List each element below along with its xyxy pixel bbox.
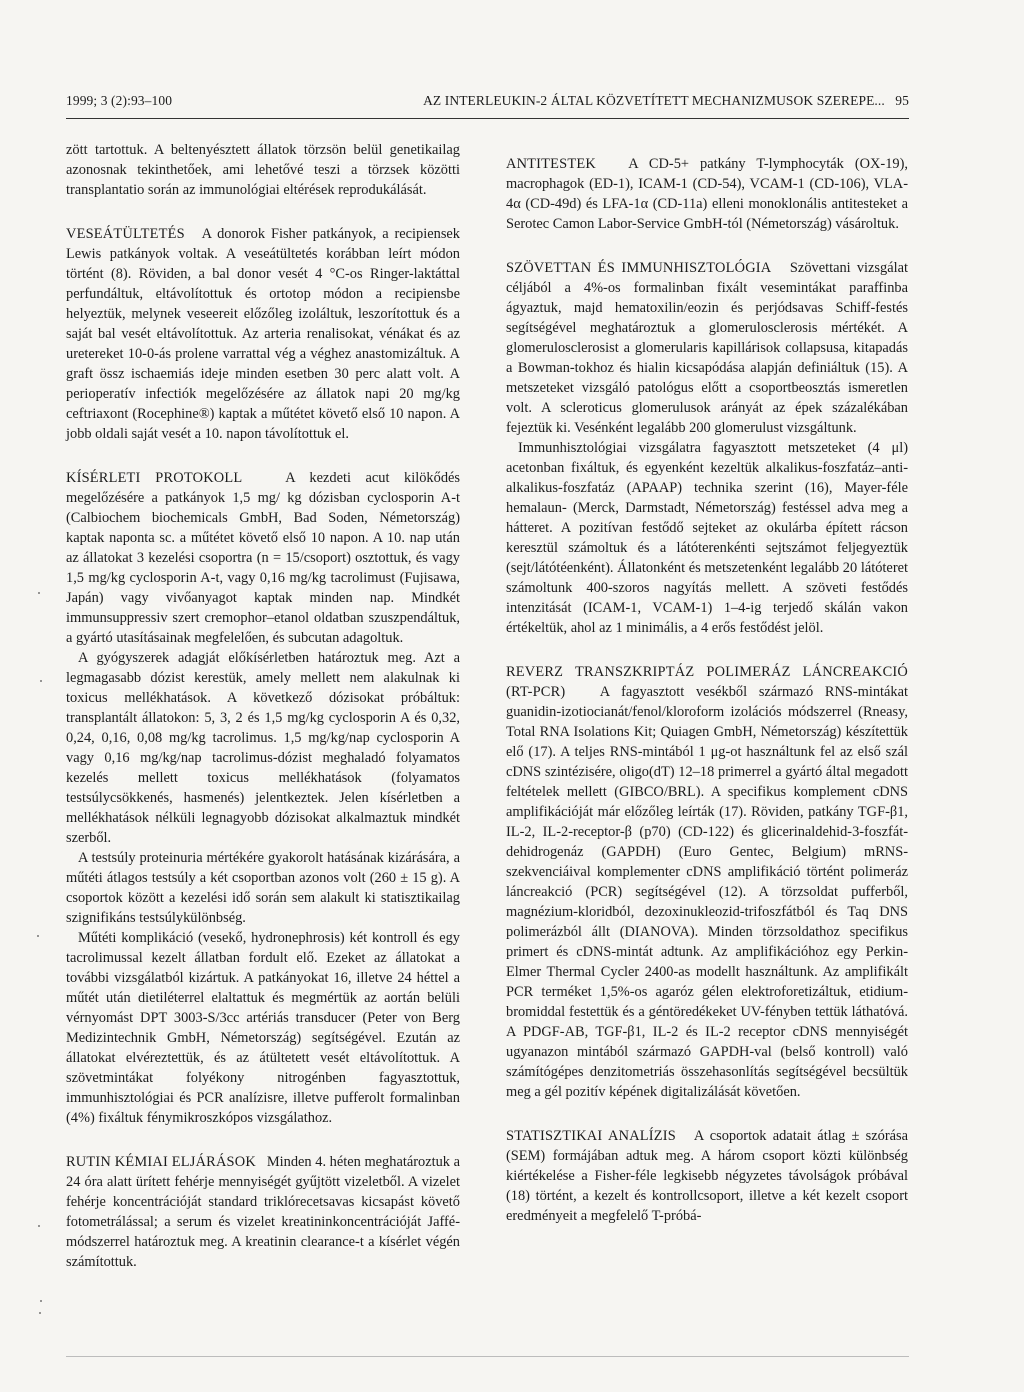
running-title: AZ INTERLEUKIN-2 ÁLTAL KÖZVETÍTETT MECHANIZMUSOK SZEREPE... <box>423 93 885 108</box>
section-title: STATISZTIKAI ANALÍZIS <box>506 1128 676 1144</box>
paragraph: A testsúly proteinuria mértékére gyakorolt hatásának kizárására, a műtéti átlagos testsúly a két csoportban azonos volt (260 ± 15 g). A csoportok között a kezelési idő során sem alakult ki statisztikailag szignifikáns testsúlykülönbség. <box>66 850 460 926</box>
scan-edge-rule <box>66 1356 909 1357</box>
scan-speck <box>39 1312 41 1314</box>
section-text: A kezdeti acut kilökődés megelőzésére a patkányok 1,5 mg/ kg dózisban cyclosporin A-t (Calbiochem biochemicals GmbH, Bad Soden, Németország) kaptak naponta sc. a műtétet követő első 10 napon. A 10. nap után az állatokat 3 kezelési csoportra (n = 15/csoport) osztottuk, és vagy 1,5 mg/kg cyclosporin A-t, vagy 0,16 mg/kg tacrolimust (Fujisawa, Japán) vagy vivőanyagot kaptak minden nap. Mindkét immunsuppressiv szert cremophor–etanol oldatban szuszpendáltuk, a gyártó utasításainak megfelelően, és subcutan adagoltuk. <box>66 470 461 646</box>
section-text: Minden 4. héten meghatároztuk a 24 óra alatt ürített fehérje mennyiségét gyűjtött vizeletből. A vizelet fehérje koncentrációját standard triklórecetsavas kicsapást követő fotometrálással; a serum és vizelet kreatininkoncentrációját Jaffé-módszerrel határoztuk meg. A kreatinin clearance-t a kísérlet végén számítottuk. <box>66 1154 461 1270</box>
scan-speck <box>40 680 42 682</box>
section-title: REVERZ TRANSZKRIPTÁZ POLIMERÁZ LÁNCREAKCIÓ (RT-PCR) <box>506 664 908 700</box>
section-text: A donorok Fisher patkányok, a recipiensek Lewis patkányok voltak. A veseátültetés korábban leírt módon történt (8). Röviden, a bal donor vesét 4 °C-os Ringer-laktáttal perfundáltuk, eltávolítottuk és ortotop módon a recipiensbe helyeztük, melynek veseereit előzőleg izoláltuk, leszorítottuk és a saját bal vesét eltávolítottuk. Az arteria renalisokat, vénákat és az uretereket 10-0-ás prolene varrattal vég a véghez anastomizáltuk. A graft össz ischaemiás ideje minden esetben 30 perc alatt volt. A perioperatív infectiók megelőzésére az állatok napi 20 mg/kg ceftriaxont (Rocephine®) kaptak a műtétet követő első 10 napon. A jobb oldali saját vesét a 10. napon távolítottuk el. <box>66 226 461 442</box>
section-title: SZÖVETTAN ÉS IMMUNHISZTOLÓGIA <box>506 260 772 276</box>
section-rutin-kemiai <box>66 1152 460 1272</box>
section-title: KÍSÉRLETI PROTOKOLL <box>66 470 243 486</box>
section-statisztikai <box>506 1126 908 1226</box>
paragraph: Műtéti komplikáció (vesekő, hydronephrosis) két kontroll és egy tacrolimussal kezelt állatban fordult elő. Ezeket az állatokat a további vizsgálatból kizártuk. A patkányokat 16, illetve 24 héttel a műtét után dietiléterrel elaltattuk és megmértük az aortán belüli vérnyomást DPT 3003-S/3cc artériás transducer (Peter von Berg Medizintechnik GmbH, Németország) segítségével. Ezután az állatokat elvéreztettük, és az átültetett vesét eltávolítottuk. A szövetmintákat folyékony nitrogénben fagyasztottuk, immunhisztológiai és PCR analízisre, illetve pufferolt formalinban (4%) fixáltuk fénymikroszkópos vizsgálathoz. <box>66 930 460 1126</box>
scan-speck <box>38 1225 40 1227</box>
section-veseatultetes <box>66 224 460 444</box>
journal-citation: 1999; 3 (2):93–100 <box>66 93 173 108</box>
section-title: ANTITESTEK <box>506 156 596 172</box>
scan-speck <box>37 935 39 937</box>
scan-speck <box>40 1300 42 1302</box>
left-column <box>66 140 460 1272</box>
section-title: RUTIN KÉMIAI ELJÁRÁSOK <box>66 1154 256 1170</box>
right-column <box>506 154 908 1226</box>
scan-speck <box>38 592 40 594</box>
section-title: VESEÁTÜLTETÉS <box>66 226 185 242</box>
section-antitestek <box>506 154 908 234</box>
header-rule <box>66 118 909 119</box>
paragraph: Immunhisztológiai vizsgálatra fagyasztott metszeteket (4 μl) acetonban fixáltuk, és egyenként kezeltük alkalikus-foszfatáz–anti-alkalikus-foszfatáz (APAAP) technika szerint (16), Mayer-féle hemalaun- (Merck, Darmstadt, Németország) festéssel adva meg a hátteret. A pozitívan festődő sejteket az okulárba épített rácson keresztül számoltuk és a látóterenkénti sejtszámot feljegyeztük (sejt/látótéenként). Állatonként és metszetenként legalább 20 látóteret számoltunk 400-szoros nagyítás mellett. A szöveti festődés intenzitását (ICAM-1, VCAM-1) 1–4-ig terjedő skálán vakon értékeltük, ahol az 1 minimális, a 4 erős festődést jelöl. <box>506 440 908 636</box>
intro-paragraph: zött tartottuk. A beltenyésztett állatok törzsön belül genetikailag azonosnak tekinthetőek, ami lehetővé teszi a törzsek közötti transplantatio során az immunológiai eltérések reprodukálását. <box>66 142 460 198</box>
section-text: Szövettani vizsgálat céljából a 4%-os formalinban fixált vesemintákat paraffinba ágyaztuk, majd hematoxilin/eozin és perjódsavas Schiff-festés segítségével meghatároztuk a glomerulosclerosis mértékét. A glomerulosclerosist a glomerularis kapillárisok collapsusa, kitapadás a Bowman-tokhoz és hialin kicsapódása alapján definiáltuk (15). A metszeteket vizsgáló patológus előtt a csoportbeosztás ismeretlen volt. A scleroticus glomerulusok arányát az épek százalékában fejeztük ki. Vesénként legalább 200 glomerulust vizsgáltunk. <box>506 260 908 436</box>
section-text: A fagyasztott vesékből származó RNS-mintákat guanidin-izotiocianát/fenol/kloroform izolációs módszerrel (Rneasy, Total RNA Isolations Kit; Quiagen GmbH, Németország) készítettük elő (17). A teljes RNS-mintából 1 μg-ot használtunk fel az első szál cDNS szintézisére, oligo(dT) 12–18 primerrel a gyártó által megadott feltételek mellett (GIBCO/BRL). A specifikus komplement cDNS amplifikációját már előzőleg leírták (17). Röviden, patkány TGF-β1, IL-2, IL-2-receptor-β (p70) (CD-122) és glicerinaldehid-3-foszfát-dehidrogenáz (GAPDH) (Euro Gentec, Belgium) mRNS-szekvenciáival komplementer cDNS amplifikáció történt polimeráz láncreakció (PCR) segítségével (12). A törzsoldat pufferből, magnézium-kloridból, dezoxinukleozid-trifoszfátból és Taq DNS polimerázból állt (DIANOVA). Minden törzsoldathoz specifikus primert és cDNS-mintát adtunk. Az amplifikációhoz egy Perkin-Elmer Thermal Cycler 2400-as modellt használtunk. Az amplifikált PCR terméket 1,5%-os agaróz gélen elektroforetizáltuk, etidium-bromiddal festettük és a géntöredékeket UV-fényben tettük láthatóvá. A PDGF-AB, TGF-β1, IL-2 és IL-2 receptor cDNS mennyiségét ugyanazon mintából származó GAPDH-val (belső kontroll) való számítógépes denzitometriás összehasonlítás segítségével becsültük meg a gél pozitív képének digitalizálását követően. <box>506 684 909 1100</box>
page-number: 95 <box>895 93 909 108</box>
paragraph: A gyógyszerek adagját előkísérletben határoztuk meg. Azt a legmagasabb dózist kerestük, amely mellett nem alakulnak ki toxicus mellékhatások. A következő dózisokat próbáltuk: transplantált állatokon: 5, 3, 2 és 1,5 mg/kg cyclosporin A és 0,32, 0,24, 0,16, 0,08 mg/kg tacrolimus. 1,5 mg/kg/nap cyclosporin A vagy 0,16 mg/kg/nap tacrolimus-dózist meghaladó folyamatos kezelés mellett toxicus mellékhatások (folyamatos testsúlycsökkenés, hasmenés) jelentkeztek. Jelen kísérletben a mellékhatások nélküli legnagyobb dózisokat alkalmaztuk mindkét szerből. <box>66 650 460 846</box>
section-text: A csoportok adatait átlag ± szórása (SEM) formájában adtuk meg. A három csoport közti különbség kiértékelése a Fisher-féle legkisebb négyzetes távolságok próbával (18) történt, a kezelt és kontrollcsoport, illetve a két kezelt csoport eredményeit a megfelelő T-próbá- <box>506 1128 908 1224</box>
section-rt-pcr <box>506 662 908 1102</box>
section-text: A CD-5+ patkány T-lymphocyták (OX-19), macrophagok (ED-1), ICAM-1 (CD-54), VCAM-1 (CD-106), VLA-4α (CD-49d) és LFA-1α (CD-11a) elleni monoklonális antitesteket a Serotec Camon Labor-Service GmbH-tól (Németország) vásároltuk. <box>506 156 908 232</box>
section-kiserleti-protokoll <box>66 468 460 1128</box>
section-szovettan <box>506 258 908 638</box>
